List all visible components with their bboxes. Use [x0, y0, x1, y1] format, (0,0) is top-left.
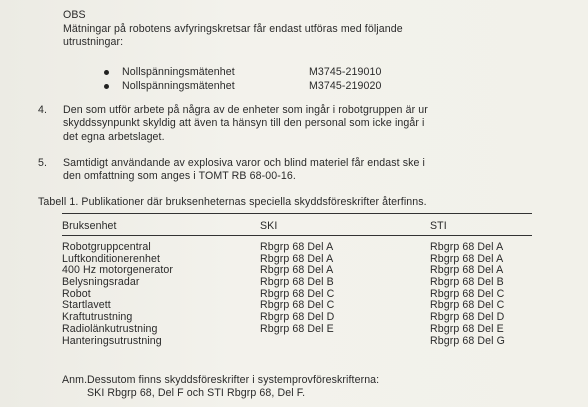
paragraph-number: 5.	[38, 157, 48, 169]
note-label: Anm.	[62, 374, 88, 386]
bullet-item-name: Nollspänningsmätenhet	[122, 66, 235, 78]
table-cell: Rbgrp 68 Del A	[260, 241, 334, 253]
table-cell: Rbgrp 68 Del C	[430, 299, 505, 312]
table-cell: Hanteringsutrustning	[62, 334, 162, 347]
table-row	[0, 253, 588, 265]
table-row	[0, 276, 588, 288]
bullet-item-code: M3745-219020	[309, 80, 382, 92]
paragraph-text	[63, 157, 538, 184]
obs-heading: OBS	[63, 9, 86, 21]
table-cell: Rbgrp 68 Del A	[430, 264, 504, 277]
table-cell: Rbgrp 68 Del A	[430, 252, 504, 265]
table-cell: Rbgrp 68 Del E	[430, 322, 504, 335]
note-line: Dessutom finns skyddsföreskrifter i systemprovföreskrifterna:	[87, 374, 380, 386]
list-item	[104, 80, 464, 94]
paragraph-5	[38, 157, 538, 184]
bullet-item-name: Nollspänningsmätenhet	[122, 80, 235, 92]
table-cell: Belysningsradar	[62, 276, 140, 289]
table-cell: Rbgrp 68 Del D	[430, 311, 505, 324]
obs-text-line: utrustningar:	[63, 36, 124, 49]
bullet-icon	[104, 84, 109, 89]
table-row	[0, 323, 588, 335]
paragraph-line: den omfattning som anges i TOMT RB 68-00-16.	[63, 170, 296, 183]
table-cell: Rbgrp 68 Del E	[260, 322, 334, 335]
bullet-item-code: M3745-219010	[309, 66, 382, 78]
obs-text-line: Mätningar på robotens avfyringskretsar får endast utföras med följande	[63, 23, 403, 35]
table-cell: Rbgrp 68 Del B	[260, 276, 334, 289]
table-row	[0, 299, 588, 311]
table-cell: 400 Hz motorgenerator	[62, 264, 174, 277]
table-caption: Tabell 1. Publikationer där bruksenheternas speciella skyddsföreskrifter återfinns.	[38, 196, 427, 208]
table-cell: Rbgrp 68 Del A	[260, 252, 334, 265]
obs-bullet-list	[104, 66, 464, 94]
table-header-rule	[62, 235, 532, 236]
column-header-bruksenhet: Bruksenhet	[62, 220, 117, 232]
table-note	[62, 374, 379, 401]
table-cell: Rbgrp 68 Del C	[430, 287, 505, 300]
table-cell: Luftkonditionerenhet	[62, 252, 161, 265]
column-header-sti: STI	[430, 220, 447, 232]
paragraph-line: Samtidigt användande av explosiva varor och blind materiel får endast ske i	[63, 157, 425, 169]
table-cell: Robot	[62, 287, 91, 300]
column-header-ski: SKI	[260, 220, 278, 232]
paragraph-4	[38, 104, 538, 144]
table-cell: Radiolänkutrustning	[62, 322, 158, 335]
paragraph-number: 4.	[38, 104, 48, 116]
table-body	[0, 241, 588, 346]
paragraph-text	[63, 104, 538, 144]
table-row	[0, 335, 588, 347]
table-cell: Rbgrp 68 Del G	[430, 334, 506, 347]
table-cell: Rbgrp 68 Del B	[430, 276, 504, 289]
table-row	[0, 288, 588, 300]
table-cell: Kraftutrustning	[62, 311, 133, 324]
table-cell: Rbgrp 68 Del A	[430, 241, 504, 253]
list-item	[104, 66, 464, 80]
obs-text	[63, 23, 533, 50]
table-cell: Startlavett	[62, 299, 111, 312]
table-row	[0, 241, 588, 253]
note-text	[87, 374, 379, 401]
table-cell: Robotgruppcentral	[62, 241, 151, 253]
paragraph-line: skyddssynpunkt skyldig att även ta hänsyn till den personal som icke ingår i	[63, 117, 425, 130]
paragraph-line: det egna arbetslaget.	[63, 130, 165, 143]
table-cell: Rbgrp 68 Del A	[260, 264, 334, 277]
table-cell: Rbgrp 68 Del D	[260, 311, 335, 324]
table-row	[0, 264, 588, 276]
bullet-icon	[104, 70, 109, 75]
note-line: SKI Rbgrp 68, Del F och STI Rbgrp 68, Del F.	[87, 387, 306, 400]
table-cell: Rbgrp 68 Del C	[260, 287, 335, 300]
table-cell: Rbgrp 68 Del C	[260, 299, 335, 312]
table-top-rule	[62, 213, 532, 214]
table-row	[0, 311, 588, 323]
paragraph-line: Den som utför arbete på några av de enheter som ingår i robotgruppen är ur	[63, 104, 428, 116]
